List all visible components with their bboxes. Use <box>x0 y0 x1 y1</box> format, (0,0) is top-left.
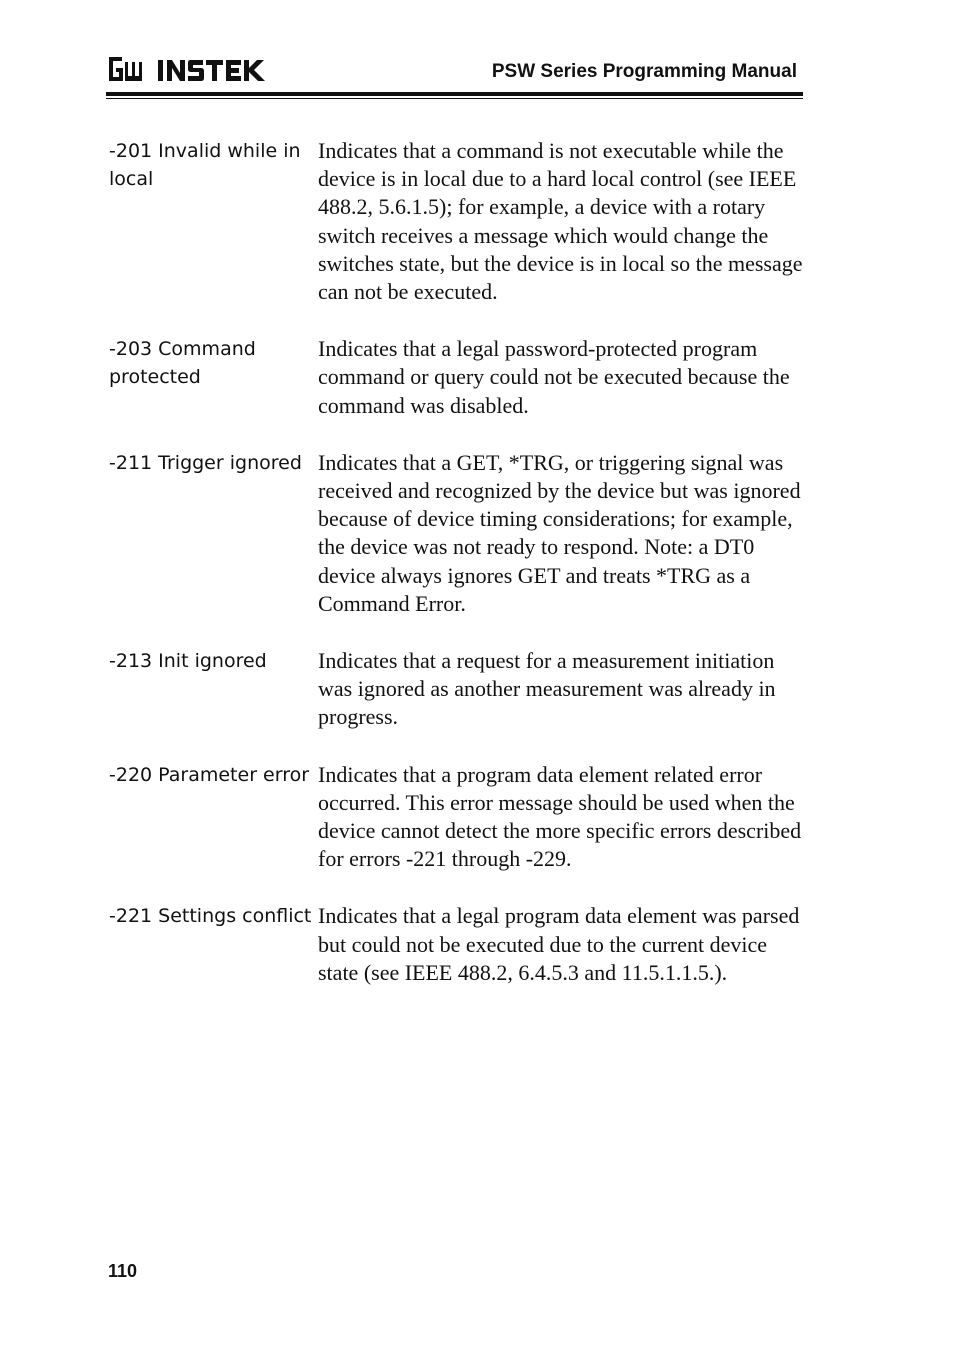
error-description: Indicates that a program data element related error occurred. This error message should be used when the device cannot detect the more specific errors described for errors -221 through -229. <box>318 761 802 872</box>
error-code: -213 Init ignored <box>109 650 267 673</box>
error-code: -220 Parameter error <box>109 763 310 786</box>
error-description: Indicates that a legal program data element was parsed but could not be executed due to the current device state (see IEEE 488.2, 6.4.5.3 and 11.5.1.1.5.). <box>318 903 800 985</box>
error-entry <box>109 902 803 987</box>
header-rule <box>106 92 803 96</box>
page-number: 110 <box>108 1261 138 1281</box>
error-entry <box>109 449 803 618</box>
error-description: Indicates that a legal password-protected program command or query could not be executed because the command was disabled. <box>318 336 790 418</box>
error-entry <box>109 137 803 306</box>
error-description: Indicates that a request for a measurement initiation was ignored as another measurement was already in progress. <box>318 648 776 730</box>
manual-title: PSW Series Programming Manual <box>491 61 797 82</box>
error-code: -201 Invalid while in local <box>109 140 301 190</box>
error-entry <box>109 761 803 874</box>
error-code: -221 Settings conflict <box>109 905 312 928</box>
error-code: -203 Command protected <box>109 338 256 388</box>
error-code: -211 Trigger ignored <box>109 451 302 474</box>
error-description: Indicates that a command is not executable while the device is in local due to a hard local control (see IEEE 488.2, 5.6.1.5); for example, a device with a rotary switch receives a message which would change the switches state, but the device is in local so the message can not be executed. <box>318 138 803 305</box>
error-code-list <box>109 137 803 1016</box>
error-entry <box>109 647 803 732</box>
header-rule-thin <box>106 98 803 99</box>
gw-instek-logo <box>108 54 278 84</box>
error-entry <box>109 335 803 420</box>
error-description: Indicates that a GET, *TRG, or triggering signal was received and recognized by the device but was ignored because of device timing considerations; for example, the device was not ready to respond. Note: a DT0 device always ignores GET and treats *TRG as a Command Error. <box>318 449 801 616</box>
